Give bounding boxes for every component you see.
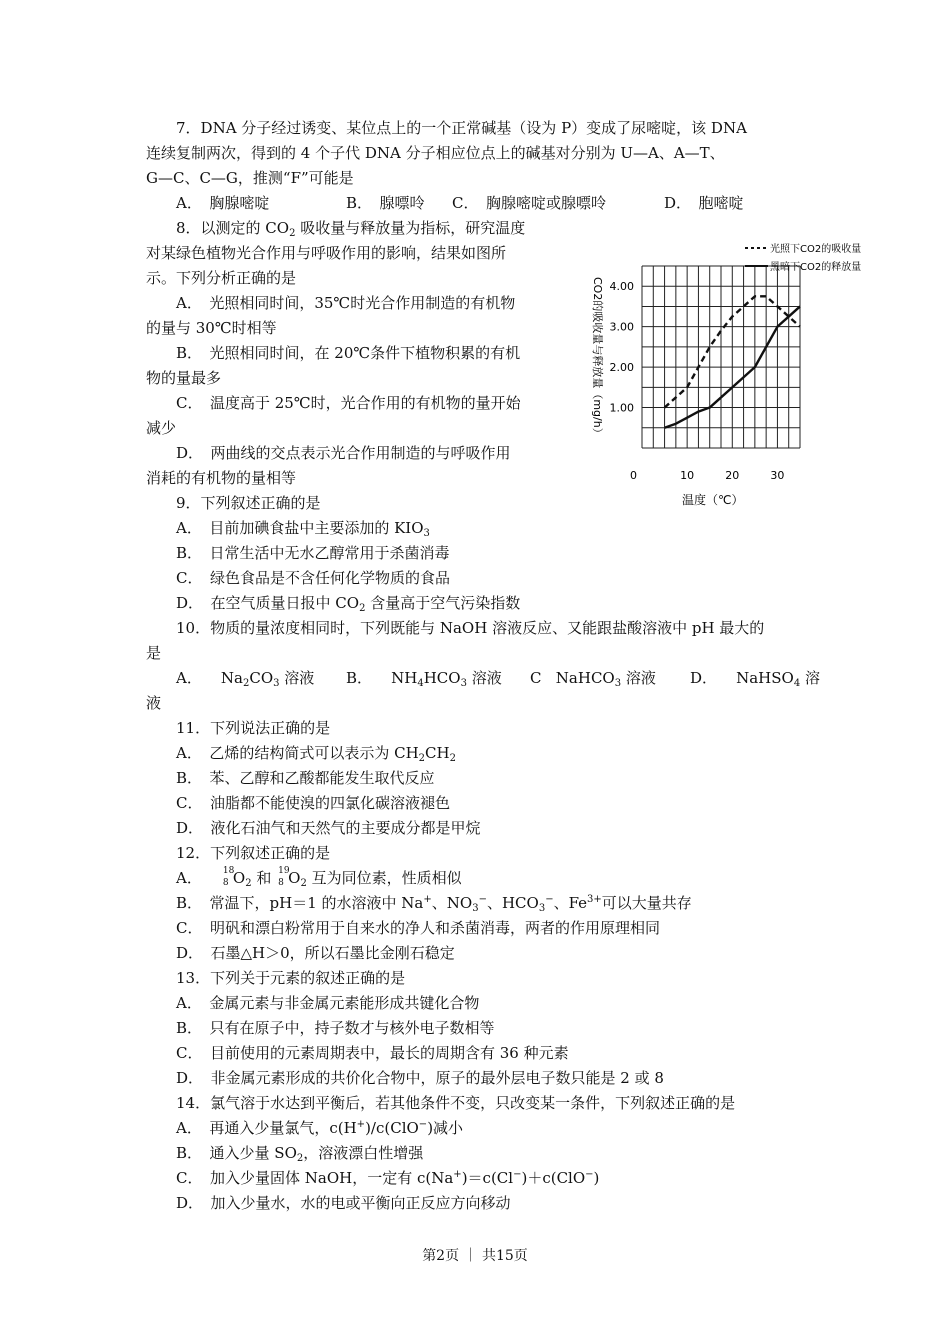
q8-line-2: 对某绿色植物光合作用与呼吸作用的影响，结果如图所 [146, 244, 507, 262]
q10-line-1: 10．物质的量浓度相同时，下列既能与 NaOH 溶液反应、又能跟盐酸溶液中 pH 最大的 [176, 619, 765, 637]
y-axis-label: CO2的吸收量与释放量（mg/h） [591, 277, 604, 439]
q12-title: 12．下列叙述正确的是 [176, 844, 331, 862]
q14-title: 14．氯气溶于水达到平衡后，若其他条件不变，只改变某一条件，下列叙述正确的是 [176, 1094, 736, 1112]
q13-option-a: A． 金属元素与非金属元素能形成共键化合物 [176, 994, 480, 1012]
q8-option-a-line-1: A． 光照相同时间，35℃时光合作用制造的有机物 [176, 294, 516, 312]
chart-grid [642, 266, 800, 448]
q12-option-b: B． 常温下，pH＝1 的水溶液中 Na+、$NO_3^-$、$HCO_3^-$、$Fe^{3+}$可以大量共存 [176, 894, 692, 914]
q7-line-2: 连续复制两次，得到的 4 个子代 DNA 分子相应位点上的碱基对分别为 U—A、A—T、 [146, 144, 725, 162]
y-tick-label: 2.00 [609, 361, 634, 375]
q9-option-b: B． 日常生活中无水乙醇常用于杀菌消毒 [176, 544, 450, 562]
page-footer: 第2页 ｜ 共15页 [422, 1248, 528, 1264]
q7-line-1: 7．DNA 分子经过诱变、某位点上的一个正常碱基（设为 P）变成了尿嘧啶，该 DNA [176, 119, 747, 137]
q8-option-c-line-1: C． 温度高于 25℃时，光合作用的有机物的量开始 [176, 394, 521, 412]
q11-title: 11．下列说法正确的是 [176, 719, 331, 737]
q7-option-a: A． 胸腺嘧啶 [176, 194, 270, 212]
q7-line-3: G—C、C—G，推测“F”可能是 [146, 169, 354, 187]
x-tick-label: 30 [770, 469, 785, 482]
y-tick-label: 4.00 [609, 280, 634, 294]
legend-label-absorb: 光照下CO2的吸收量 [770, 244, 862, 255]
q13-option-c: C． 目前使用的元素周期表中，最长的周期含有 36 种元素 [176, 1044, 569, 1062]
q10-option-a: A． $Na_2CO_3$ 溶液 [176, 669, 315, 689]
q9-option-c: C． 绿色食品是不含任何化学物质的食品 [176, 569, 450, 587]
y-tick-label: 3.00 [609, 320, 634, 334]
co2-chart [580, 232, 862, 512]
q12-option-d: D． 石墨△H＞0，所以石墨比金刚石稳定 [176, 944, 455, 962]
x-tick-label: 20 [725, 469, 740, 482]
q14-option-d: D． 加入少量水，水的电或平衡向正反应方向移动 [176, 1194, 511, 1212]
q8-option-b-line-1: B． 光照相同时间，在 20℃条件下植物积累的有机 [176, 344, 521, 362]
q9-option-d: D． 在空气质量日报中 $CO_2$ 含量高于空气污染指数 [176, 594, 521, 614]
q8-option-b-line-2: 物的量最多 [146, 369, 222, 387]
q10-option-b: B． $NH_4HCO_3$ 溶液 [346, 669, 502, 689]
q12-option-c: C． 明矾和漂白粉常用于自来水的净人和杀菌消毒，两者的作用原理相同 [176, 919, 660, 937]
q13-option-d: D． 非金属元素形成的共价化合物中，原子的最外层电子数只能是 2 或 8 [176, 1069, 664, 1087]
chart-ticks [610, 280, 785, 482]
q10-line-last: 液 [146, 694, 162, 712]
q10-option-d: D． NaHSO$_4$ 溶 [690, 669, 820, 689]
q8-line-3: 示。下列分析正确的是 [146, 269, 297, 287]
x-tick-label: 10 [680, 469, 695, 482]
q10-option-c: C NaHCO$_3$ 溶液 [530, 669, 656, 689]
legend-label-release: 黑暗下CO2的释放量 [770, 262, 862, 273]
q11-option-c: C． 油脂都不能使溴的四氯化碳溶液褪色 [176, 794, 450, 812]
q8-option-d-line-1: D． 两曲线的交点表示光合作用制造的与呼吸作用 [176, 444, 511, 462]
q11-option-d: D． 液化石油气和天然气的主要成分都是甲烷 [176, 819, 481, 837]
origin-label: 0 [630, 469, 637, 482]
q14-option-a: A． 再通入少量氯气，c(H+)/c(ClO−)减小 [176, 1119, 464, 1137]
q11-option-a: A． 乙烯的结构简式可以表示为 $CH_2CH_2$ [176, 744, 456, 764]
q11-option-b: B． 苯、乙醇和乙酸都能发生取代反应 [176, 769, 435, 787]
q9-option-a: A． 目前加碘食盐中主要添加的 $KIO_3$ [176, 519, 430, 539]
q7-option-c: C． 胸腺嘧啶或腺嘌呤 [452, 194, 606, 212]
q14-option-c: C． 加入少量固体 NaOH，一定有 c(Na+)＝c(Cl−)＋c(ClO−) [176, 1169, 600, 1187]
q13-title: 13．下列关于元素的叙述正确的是 [176, 969, 406, 987]
y-tick-label: 1.00 [609, 401, 634, 415]
q8-option-a-line-2: 的量与 30℃时相等 [146, 319, 277, 337]
q13-option-b: B． 只有在原子中，持子数才与核外电子数相等 [176, 1019, 495, 1037]
x-axis-label: 温度（℃） [682, 493, 744, 507]
q10-line-2: 是 [146, 644, 162, 662]
q8-option-c-line-2: 减少 [146, 419, 177, 437]
chart-legend [745, 242, 861, 273]
q9-title: 9．下列叙述正确的是 [176, 494, 321, 512]
q12-option-a: A． 18 8 $O_2$ 和 19 8 $O_2$ 互为同位素，性质相似 [176, 866, 462, 889]
q8-line-1: 8．以测定的 $CO_2$ 吸收量与释放量为指标，研究温度 [176, 219, 526, 239]
q7-option-d: D． 胞嘧啶 [664, 194, 744, 212]
q7-option-b: B． 腺嘌呤 [346, 194, 425, 212]
q8-option-d-line-2: 消耗的有机物的量相等 [146, 469, 297, 487]
q14-option-b: B． 通入少量 $SO_2$，溶液漂白性增强 [176, 1144, 424, 1164]
